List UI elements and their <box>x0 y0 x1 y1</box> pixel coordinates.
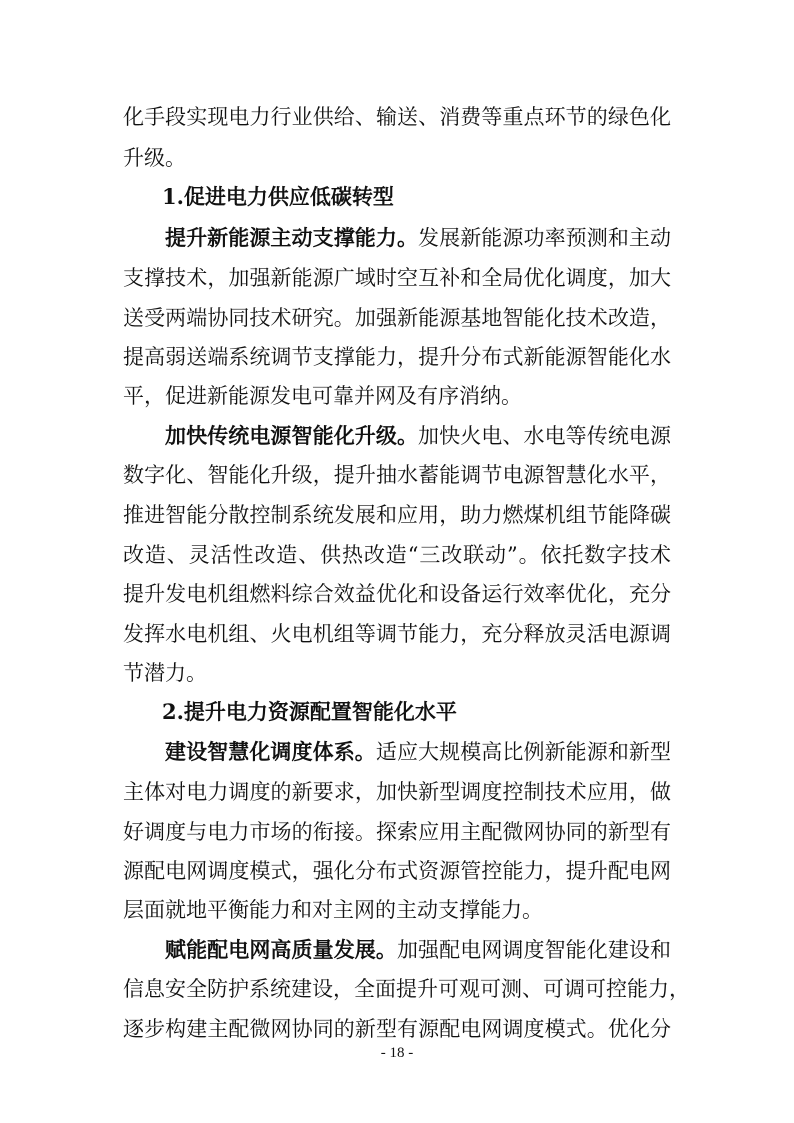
paragraph-line <box>165 932 671 968</box>
paragraph-line: 主体对电力调度的新要求，加快新型调度控制技术应用，做 <box>123 780 671 804</box>
paragraph-line: 送受两端协同技术研究。加强新能源基地智能化技术改造， <box>123 306 671 330</box>
paragraph-text: 适应大规模高比例新能源和新型 <box>375 740 672 764</box>
paragraph-lead: 加快传统电源智能化升级。 <box>165 423 419 448</box>
paragraph-line: 源配电网调度模式，强化分布式资源管控能力，提升配电网 <box>123 859 671 883</box>
paragraph-line: 节潜力。 <box>123 661 207 685</box>
paragraph-text: 加强配电网调度智能化建设和 <box>396 938 672 962</box>
paragraph-lead: 建设智慧化调度体系。 <box>165 739 376 764</box>
paragraph-line: 层面就地平衡能力和对主网的主动支撑能力。 <box>123 898 543 922</box>
paragraph-line: 支撑技术，加强新能源广域时空互补和全局优化调度，加大 <box>123 266 671 290</box>
paragraph-line <box>165 734 671 770</box>
paragraph-line: 推进智能分散控制系统发展和应用，助力燃煤机组节能降碳 <box>123 503 671 527</box>
section-heading: 2.提升电力资源配置智能化水平 <box>162 699 457 724</box>
page-number: - 18 - <box>380 1045 414 1061</box>
paragraph-line: 好调度与电力市场的衔接。探索应用主配微网协同的新型有 <box>123 820 671 844</box>
paragraph-line: 提升发电机组燃料综合效益优化和设备运行效率优化，充分 <box>123 582 671 606</box>
paragraph-line: 改造、灵活性改造、供热改造“三改联动”。依托数字技术 <box>123 543 671 567</box>
paragraph-text: 加快火电、水电等传统电源 <box>418 424 672 448</box>
paragraph-text: 发展新能源功率预测和主动 <box>418 226 672 250</box>
paragraph-line: 提高弱送端系统调节支撑能力，提升分布式新能源智能化水 <box>123 345 671 369</box>
paragraph-line: 逐步构建主配微网协同的新型有源配电网调度模式。优化分 <box>123 1017 671 1041</box>
paragraph-line: 升级。 <box>123 146 186 170</box>
paragraph-lead: 赋能配电网高质量发展。 <box>165 937 397 962</box>
paragraph-line <box>165 220 671 256</box>
paragraph-line: 信息安全防护系统建设，全面提升可观可测、可调可控能力， <box>123 977 690 1001</box>
section-heading: 1.促进电力供应低碳转型 <box>162 184 394 209</box>
paragraph-lead: 提升新能源主动支撑能力。 <box>165 225 419 250</box>
paragraph-line: 平，促进新能源发电可靠并网及有序消纳。 <box>123 384 522 408</box>
paragraph-line <box>165 418 671 454</box>
paragraph-line: 化手段实现电力行业供给、输送、消费等重点环节的绿色化 <box>123 105 671 129</box>
paragraph-line: 数字化、智能化升级，提升抽水蓄能调节电源智慧化水平， <box>123 463 671 487</box>
paragraph-line: 发挥水电机组、火电机组等调节能力，充分释放灵活电源调 <box>123 622 671 646</box>
